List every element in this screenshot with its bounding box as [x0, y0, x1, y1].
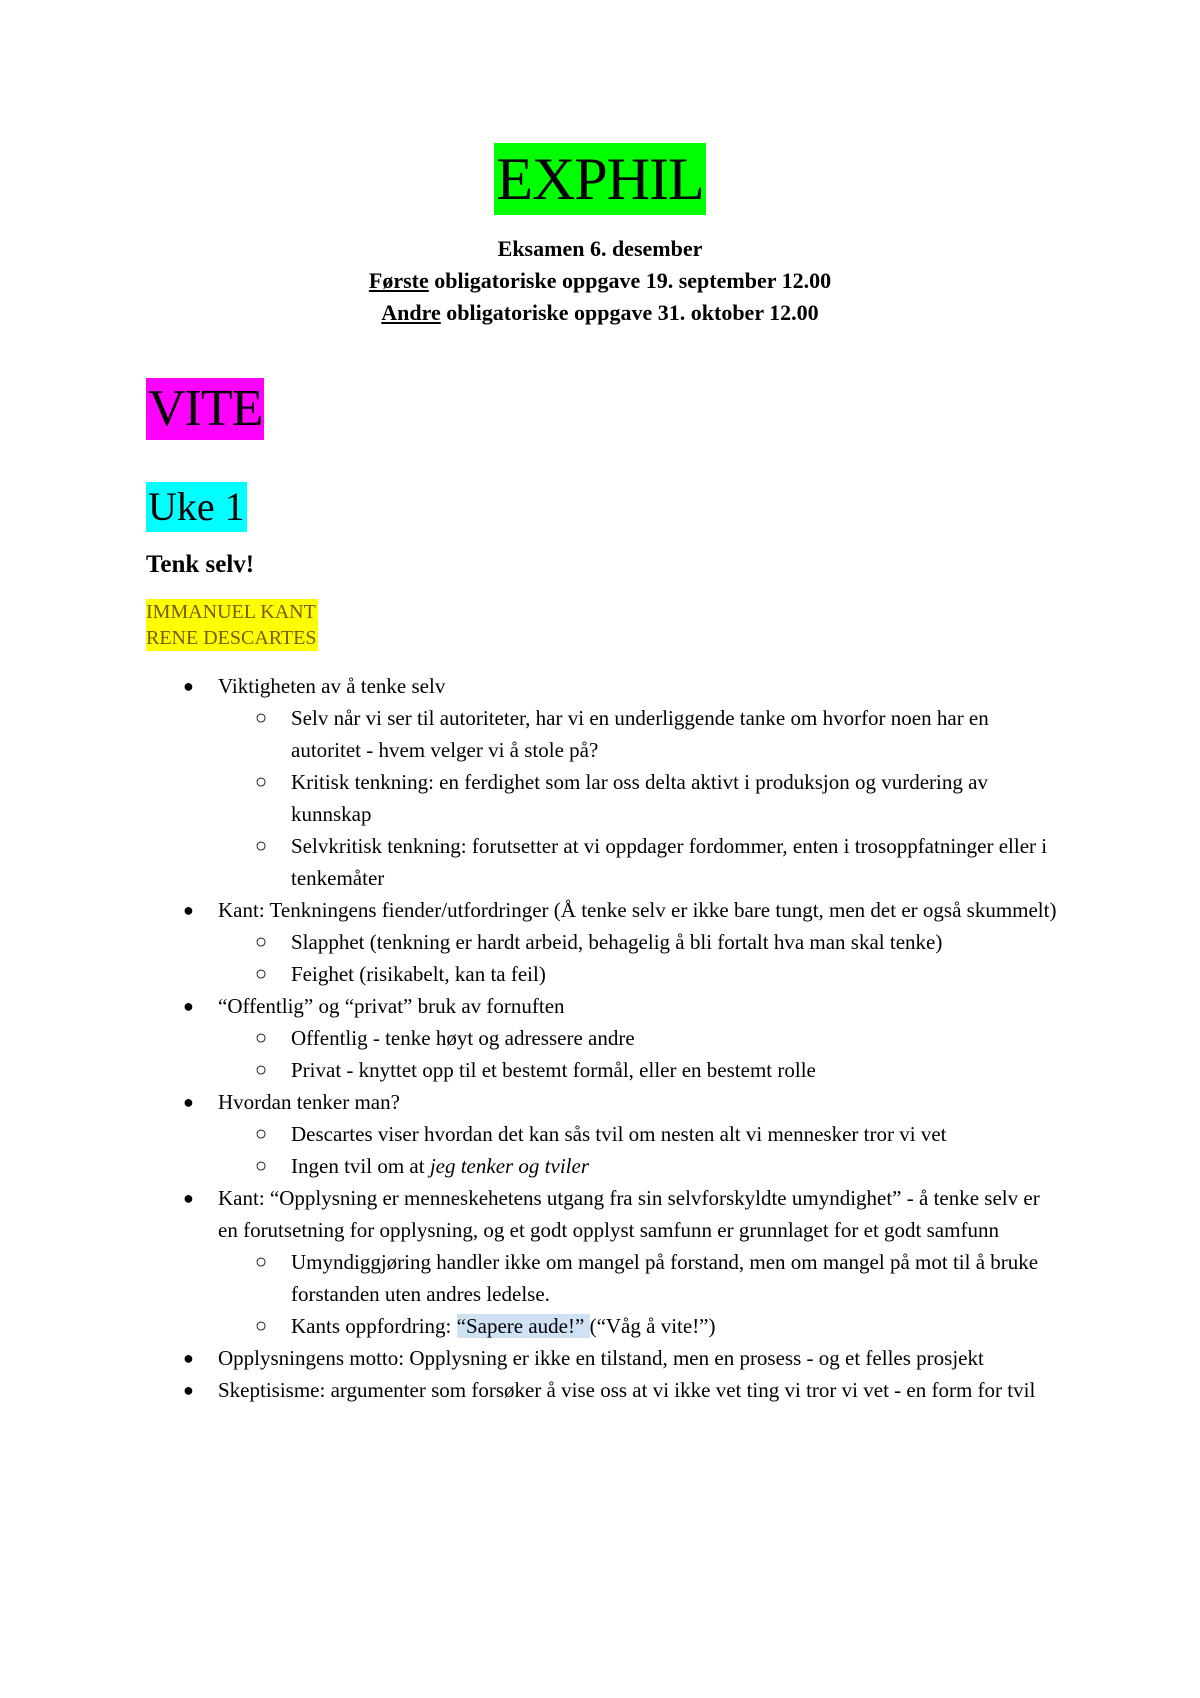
first-assignment-label: Første: [368, 268, 429, 293]
list-item: ● “Offentlig” og “privat” bruk av fornuften: [0, 990, 1058, 1022]
list-item: ● Viktigheten av å tenke selv: [0, 670, 1058, 702]
list-item: ● Kant: Tenkningens fiender/utfordringer (Å tenke selv er ikke bare tungt, men det er også skummelt): [0, 894, 1058, 926]
highlighted-quote: “Sapere aude!”: [456, 1314, 590, 1338]
list-item: ● Kant: “Opplysning er menneskehetens utgang fra sin selvforskyldte umyndighet” - å tenke selv er en forutsetning for opplysning, og et godt opplyst samfunn er grunnlaget for et godt samfunn: [0, 1182, 1058, 1246]
second-assignment-label: Andre: [381, 300, 441, 325]
author-descartes: RENE DESCARTES: [146, 627, 317, 649]
bullet-icon: ●: [183, 676, 194, 696]
circle-bullet-icon: ○: [255, 1251, 268, 1273]
section-heading-vite: VITE: [146, 378, 264, 440]
list-item: ● Opplysningens motto: Opplysning er ikke en tilstand, men en prosess - og et felles prosjekt: [0, 1342, 1058, 1374]
bullet-icon: ●: [183, 996, 194, 1016]
circle-bullet-icon: ○: [255, 771, 268, 793]
circle-bullet-icon: ○: [255, 1123, 268, 1145]
second-assignment: [0, 297, 1200, 329]
first-assignment-details: obligatoriske oppgave 19. september 12.00: [428, 268, 832, 293]
bullet-icon: ●: [183, 1348, 194, 1368]
circle-bullet-icon: ○: [255, 1155, 268, 1177]
bullet-icon: ●: [183, 1188, 194, 1208]
sub-list-item: ○ Kritisk tenkning: en ferdighet som lar oss delta aktivt i produksjon og vurdering av kunnskap: [0, 766, 1061, 830]
circle-bullet-icon: ○: [255, 931, 268, 953]
week-heading: Uke 1: [146, 482, 247, 532]
author-kant: IMMANUEL KANT: [146, 601, 316, 623]
circle-bullet-icon: ○: [255, 707, 268, 729]
second-assignment-details: obligatoriske oppgave 31. oktober 12.00: [440, 300, 819, 325]
sub-list-item: ○ Privat - knyttet opp til et bestemt formål, eller en bestemt rolle: [0, 1054, 1061, 1086]
circle-bullet-icon: ○: [255, 1059, 268, 1081]
list-item: ● Hvordan tenker man?: [0, 1086, 1058, 1118]
sub-list-item: ○ Kants oppfordring: “Sapere aude!” (“Våg å vite!”): [0, 1310, 1061, 1342]
sub-list-item: ○ Selvkritisk tenkning: forutsetter at vi oppdager fordommer, enten i trosoppfatninger eller i tenkemåter: [0, 830, 1061, 894]
sub-list-item: ○ Selv når vi ser til autoriteter, har vi en underliggende tanke om hvorfor noen har en autoritet - hvem velger vi å stole på?: [0, 702, 1061, 766]
exam-date: Eksamen 6. desember: [497, 236, 703, 261]
first-assignment: [0, 265, 1200, 297]
title-wrapper: [0, 143, 1200, 215]
document-title: EXPHIL: [494, 143, 705, 215]
sub-list-item: ○ Umyndiggjøring handler ikke om mangel på forstand, men om mangel på mot til å bruke forstanden uten andres ledelse.: [0, 1246, 1061, 1310]
emphasized-text: jeg tenker og tviler: [429, 1154, 590, 1178]
exam-info: [0, 233, 1200, 329]
circle-bullet-icon: ○: [255, 835, 268, 857]
list-item: ● Skeptisisme: argumenter som forsøker å vise oss at vi ikke vet ting vi tror vi vet - en form for tvil: [0, 1374, 1058, 1406]
author-list: [146, 599, 318, 651]
bullet-icon: ●: [183, 1380, 194, 1400]
sub-list-item: ○ Feighet (risikabelt, kan ta feil): [0, 958, 1061, 990]
sub-list-item: ○ Descartes viser hvordan det kan sås tvil om nesten alt vi mennesker tror vi vet: [0, 1118, 1061, 1150]
sub-list-item: ○ Offentlig - tenke høyt og adressere andre: [0, 1022, 1061, 1054]
topic-heading: Tenk selv!: [146, 551, 255, 578]
circle-bullet-icon: ○: [255, 1027, 268, 1049]
sub-list-item: ○ Slapphet (tenkning er hardt arbeid, behagelig å bli fortalt hva man skal tenke): [0, 926, 1061, 958]
bullet-icon: ●: [183, 1092, 194, 1112]
sub-list-item: ○ Ingen tvil om at jeg tenker og tviler: [0, 1150, 1061, 1182]
bullet-icon: ●: [183, 900, 194, 920]
notes-list: [0, 670, 1200, 1406]
circle-bullet-icon: ○: [255, 963, 268, 985]
circle-bullet-icon: ○: [255, 1315, 268, 1337]
